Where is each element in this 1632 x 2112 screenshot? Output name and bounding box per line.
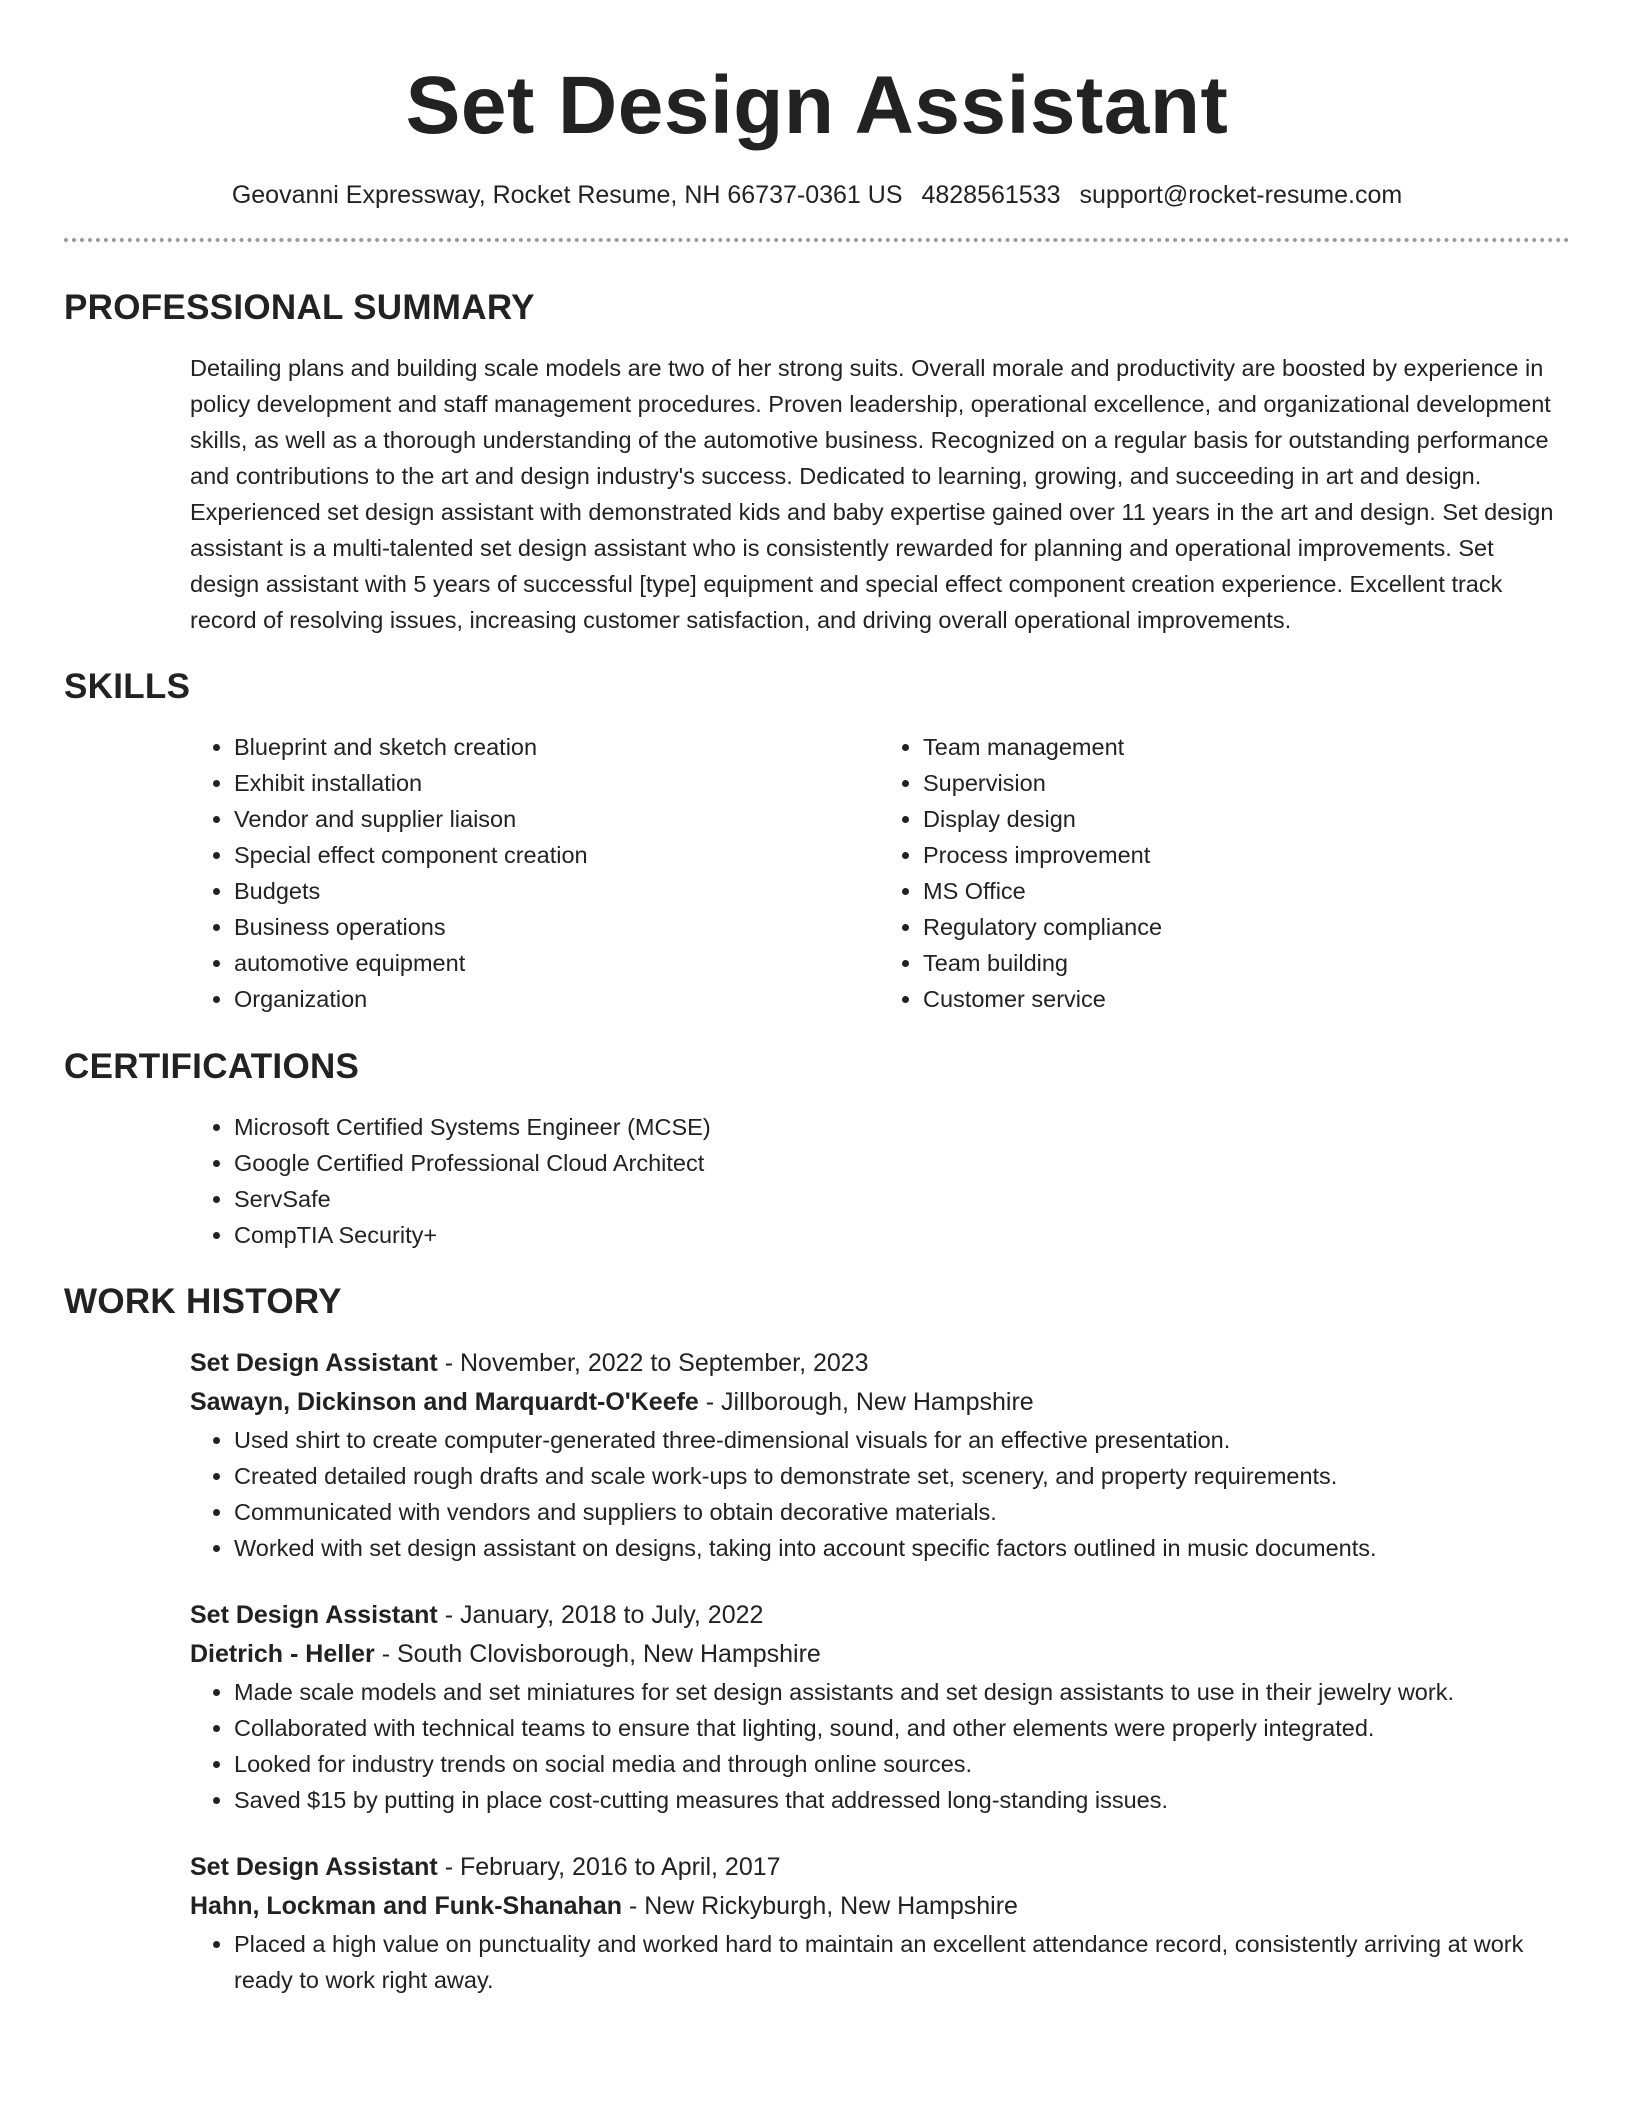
job-entry — [190, 1344, 1568, 1566]
job-company: Hahn, Lockman and Funk-Shanahan — [190, 1892, 622, 1920]
job-title: Set Design Assistant — [190, 1601, 438, 1629]
resume-name: Set Design Assistant — [405, 60, 1229, 151]
skills-right-list — [879, 729, 1568, 1017]
job-duty: • Communicated with vendors and suppliers to obtain decorative materials. — [234, 1494, 1568, 1530]
certifications-list — [190, 1109, 1568, 1253]
skill-item: • Exhibit installation — [234, 765, 879, 801]
certification-item: • Microsoft Certified Systems Engineer (MCSE) — [234, 1109, 1568, 1145]
certification-item: • ServSafe — [234, 1181, 1568, 1217]
skill-item: • Business operations — [234, 909, 879, 945]
contact-phone: 4828561533 — [921, 181, 1061, 209]
skill-item: • Supervision — [923, 765, 1568, 801]
job-duties-list — [190, 1674, 1568, 1818]
job-title: Set Design Assistant — [190, 1853, 438, 1881]
skill-item: • Organization — [234, 981, 879, 1017]
job-duty: • Made scale models and set miniatures for set design assistants and set design assistants to use in their jewelry work. — [234, 1674, 1568, 1710]
certifications-heading: CERTIFICATIONS — [64, 1047, 360, 1086]
job-title-line — [190, 1848, 1568, 1887]
work-history-heading: WORK HISTORY — [64, 1282, 342, 1321]
job-entry — [190, 1596, 1568, 1818]
skill-item: • Process improvement — [923, 837, 1568, 873]
job-dates: - January, 2018 to July, 2022 — [437, 1601, 764, 1629]
skills-heading: SKILLS — [64, 667, 191, 706]
job-duties-list — [190, 1926, 1568, 1998]
skill-item: • Team management — [923, 729, 1568, 765]
skill-item: • Display design — [923, 801, 1568, 837]
job-company-line — [190, 1887, 1568, 1926]
job-dates: - November, 2022 to September, 2023 — [437, 1349, 869, 1377]
job-duty: • Created detailed rough drafts and scale work-ups to demonstrate set, scenery, and property requirements. — [234, 1458, 1568, 1494]
job-title-line — [190, 1596, 1568, 1635]
certification-item: • CompTIA Security+ — [234, 1217, 1568, 1253]
certifications-body — [190, 1109, 1568, 1253]
job-title-line — [190, 1344, 1568, 1383]
skill-item: • Customer service — [923, 981, 1568, 1017]
skill-item: • Budgets — [234, 873, 879, 909]
job-company: Sawayn, Dickinson and Marquardt-O'Keefe — [190, 1388, 699, 1416]
job-entry — [190, 1848, 1568, 1998]
job-duty: • Collaborated with technical teams to ensure that lighting, sound, and other elements were properly integrated. — [234, 1710, 1568, 1746]
certification-item: • Google Certified Professional Cloud Architect — [234, 1145, 1568, 1181]
job-duty: • Used shirt to create computer-generated three-dimensional visuals for an effective presentation. — [234, 1422, 1568, 1458]
summary-heading: PROFESSIONAL SUMMARY — [64, 288, 535, 327]
job-duties-list — [190, 1422, 1568, 1566]
job-location: - New Rickyburgh, New Hampshire — [622, 1892, 1018, 1920]
contact-email: support@rocket-resume.com — [1079, 181, 1403, 209]
resume-page — [64, 0, 1570, 1998]
job-duty: • Looked for industry trends on social media and through online sources. — [234, 1746, 1568, 1782]
skill-item: • Vendor and supplier liaison — [234, 801, 879, 837]
job-duty: • Worked with set design assistant on designs, taking into account specific factors outlined in music documents. — [234, 1530, 1568, 1566]
job-location: - Jillborough, New Hampshire — [698, 1388, 1034, 1416]
summary-text: Detailing plans and building scale models are two of her strong suits. Overall morale and productivity are boosted by experience in policy development and staff management procedures. Proven leadership, operational excellence, and organizational development skills, as well as a thorough understanding of the automotive business. Recognized on a regular basis for outstanding performance and contributions to the art and design industry's success. Dedicated to learning, growing, and succeeding in art and design. Experienced set design assistant with demonstrated kids and baby expertise gained over 11 years in the art and design. Set design assistant is a multi-talented set design assistant who is consistently rewarded for planning and operational improvements. Set design assistant with 5 years of successful [type] equipment and special effect component creation experience. Excellent track record of resolving issues, increasing customer satisfaction, and driving overall operational improvements. — [190, 355, 1554, 633]
skill-item: • Regulatory compliance — [923, 909, 1568, 945]
job-dates: - February, 2016 to April, 2017 — [437, 1853, 781, 1881]
job-duty: • Placed a high value on punctuality and worked hard to maintain an excellent attendance record, consistently arriving at work ready to work right away. — [234, 1926, 1568, 1998]
skill-item: • MS Office — [923, 873, 1568, 909]
contact-address: Geovanni Expressway, Rocket Resume, NH 66737-0361 US — [231, 181, 903, 209]
job-company: Dietrich - Heller — [190, 1640, 375, 1668]
job-company-line — [190, 1635, 1568, 1674]
job-company-line — [190, 1383, 1568, 1422]
skills-left-list — [190, 729, 879, 1017]
job-duty: • Saved $15 by putting in place cost-cutting measures that addressed long-standing issues. — [234, 1782, 1568, 1818]
skills-grid — [190, 729, 1568, 1017]
job-location: - South Clovisborough, New Hampshire — [374, 1640, 821, 1668]
contact-line — [64, 178, 1570, 212]
job-title: Set Design Assistant — [190, 1349, 438, 1377]
skill-item: • Blueprint and sketch creation — [234, 729, 879, 765]
header-divider — [64, 238, 1570, 242]
skill-item: • automotive equipment — [234, 945, 879, 981]
skill-item: • Team building — [923, 945, 1568, 981]
skill-item: • Special effect component creation — [234, 837, 879, 873]
